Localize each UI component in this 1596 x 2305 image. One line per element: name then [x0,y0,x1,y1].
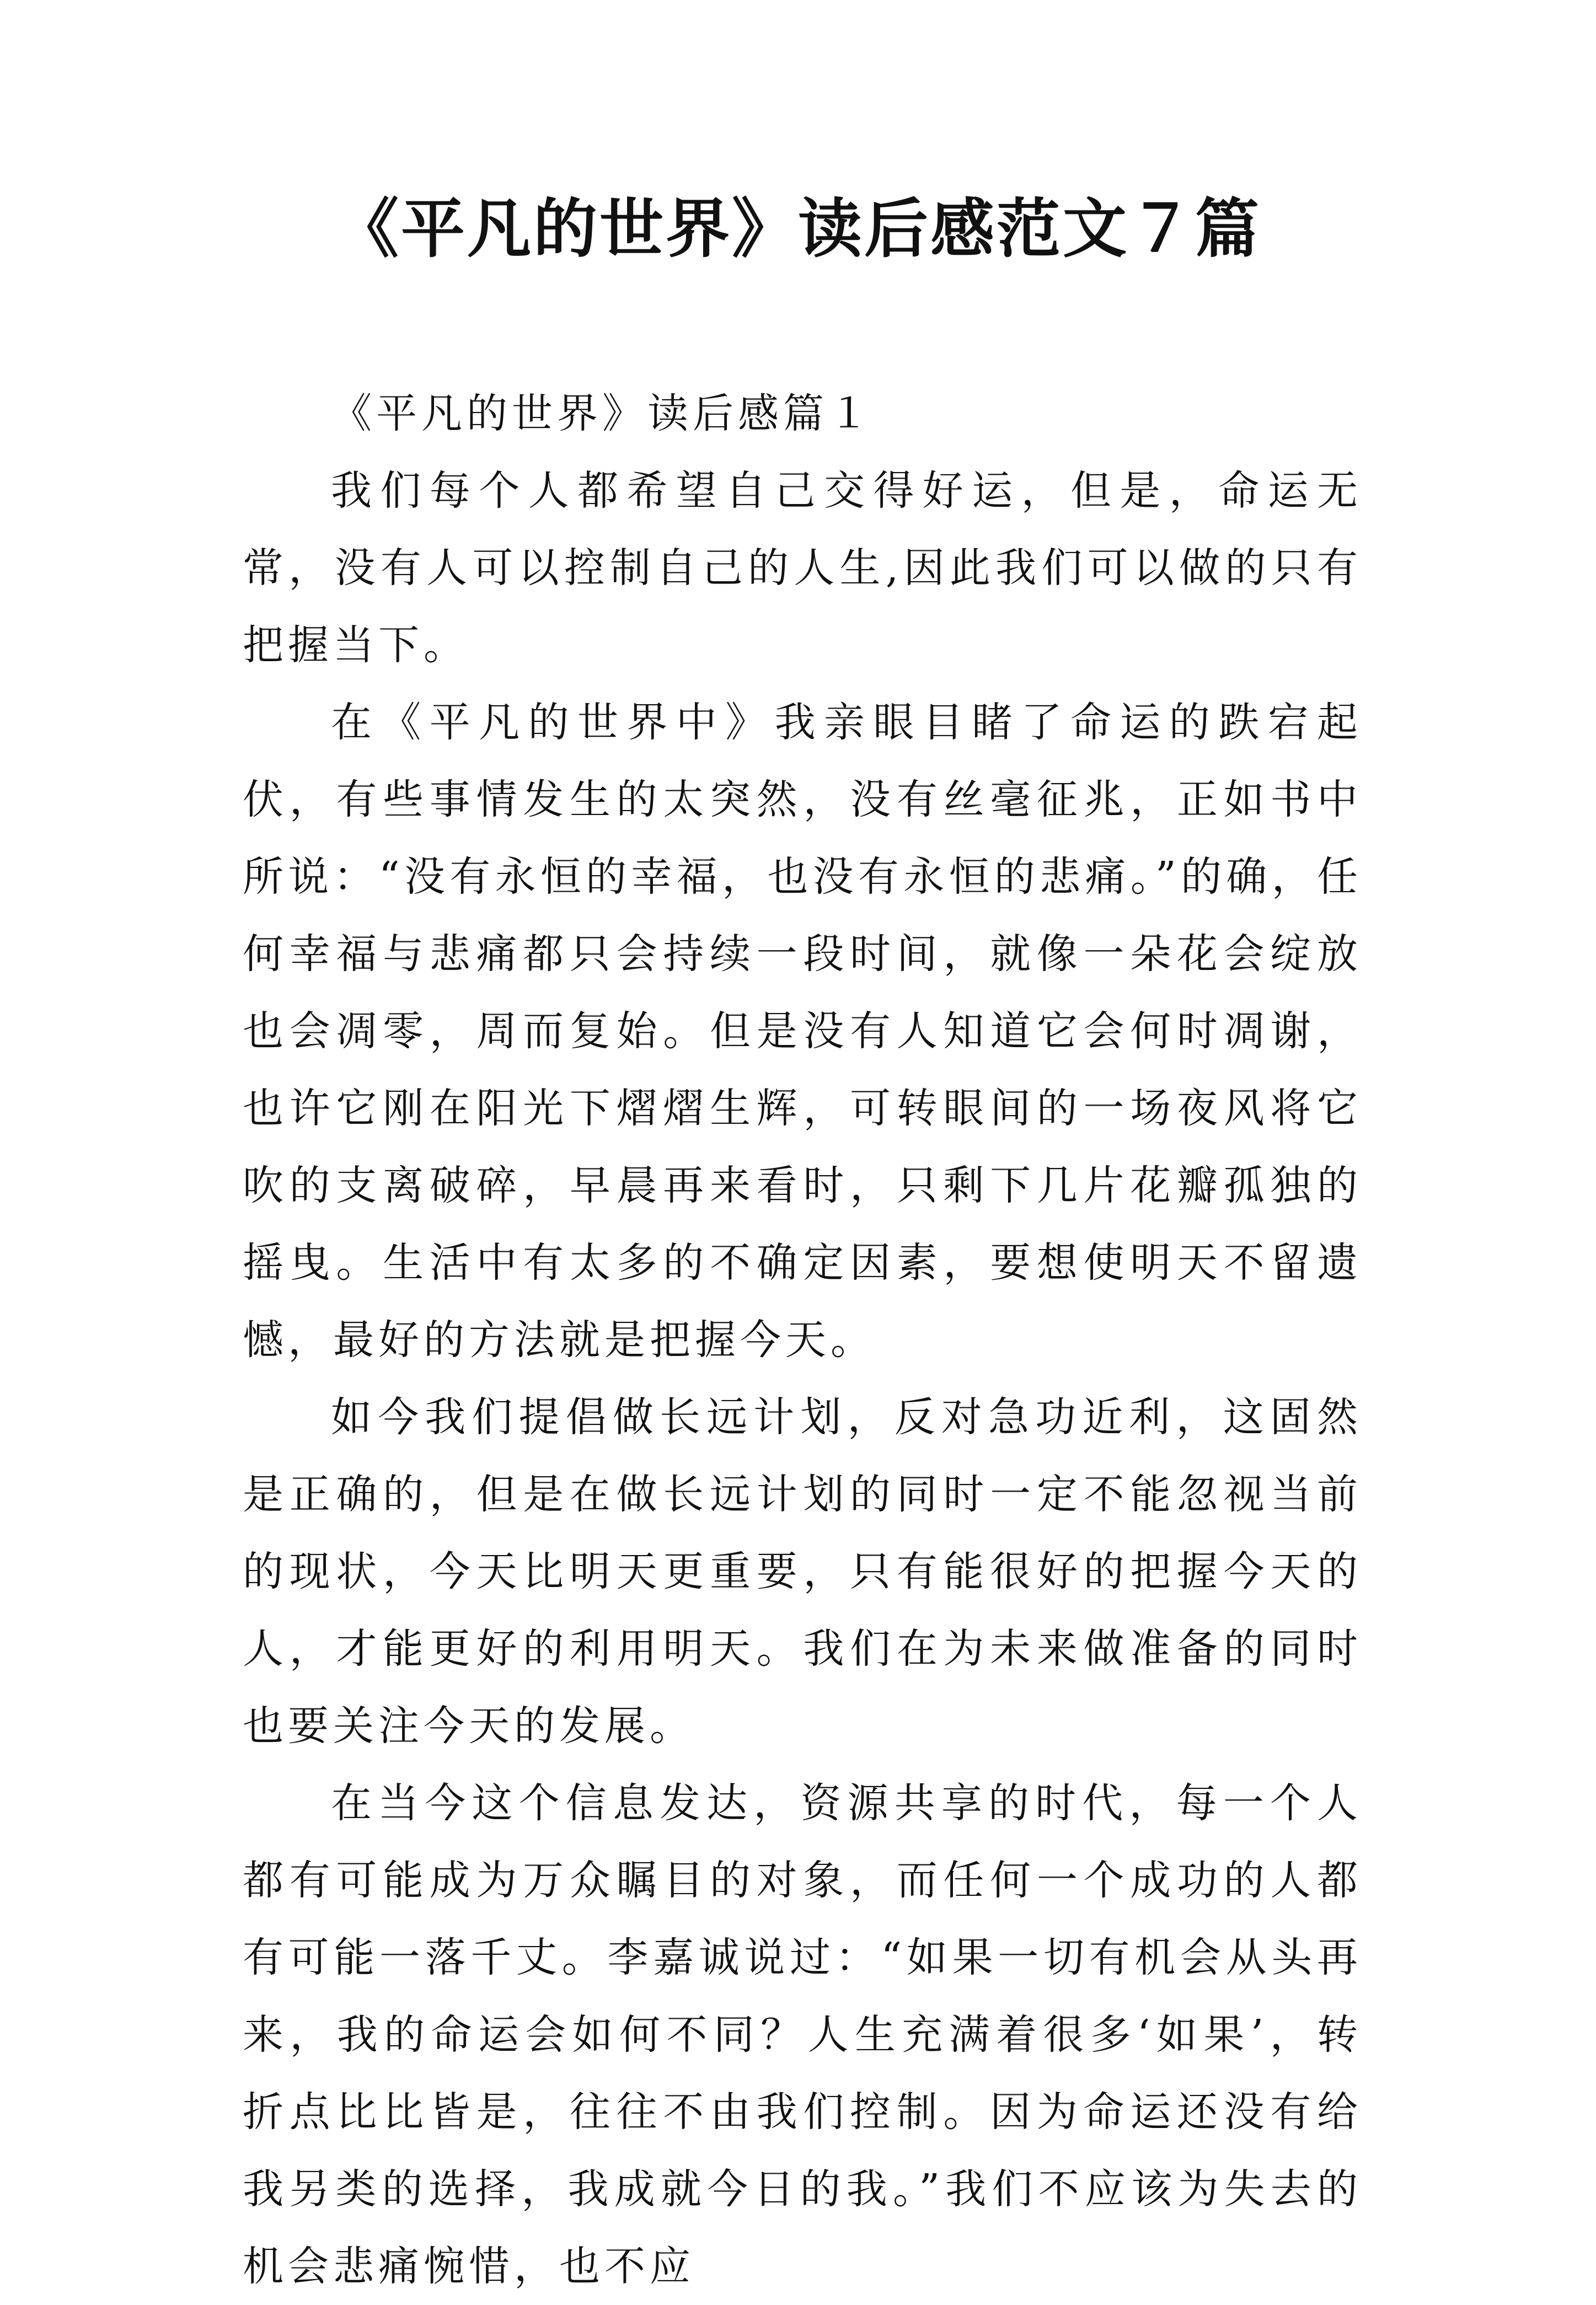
paragraph: 在《平凡的世界中》我亲眼目睹了命运的跌宕起伏，有些事情发生的太突然，没有丝毫征兆，正如书中所说：“没有永恒的幸福，也没有永恒的悲痛。”的确，任何幸福与悲痛都只会持续一段时间，就像一朵花会绽放也会凋零，周而复始。但是没有人知道它会何时凋谢，也许它刚在阳光下熠熠生辉，可转眼间的一场夜风将它吹的支离破碎，早晨再来看时，只剩下几片花瓣孤独的摇曳。生活中有太多的不确定因素，要想使明天不留遗憾，最好的方法就是把握今天。 [243,699,1362,1364]
paragraph: 我们每个人都希望自己交得好运，但是，命运无常，没有人可以控制自己的人生,因此我们可以做的只有把握当下。 [243,467,1362,669]
document-body [243,375,1362,2305]
paragraph: 在当今这个信息发达，资源共享的时代，每一个人都有可能成为万众瞩目的对象，而任何一个成功的人都有可能一落千丈。李嘉诚说过：“如果一切有机会从头再来，我的命运会如何不同？人生充满着很多‘如果’，转折点比比皆是，往往不由我们控制。因为命运还没有给我另类的选择，我成就今日的我。”我们不应该为失去的机会悲痛惋惜，也不应 [243,1779,1362,2290]
document-title: 《平凡的世界》读后感范文７篇 [335,191,1261,266]
paragraph: 如今我们提倡做长远计划，反对急功近利，这固然是正确的，但是在做长远计划的同时一定不能忽视当前的现状，今天比明天更重要，只有能很好的把握今天的人，才能更好的利用明天。我们在为未来做准备的同时也要关注今天的发展。 [243,1393,1362,1750]
section-heading: 《平凡的世界》读后感篇１ [331,390,874,437]
